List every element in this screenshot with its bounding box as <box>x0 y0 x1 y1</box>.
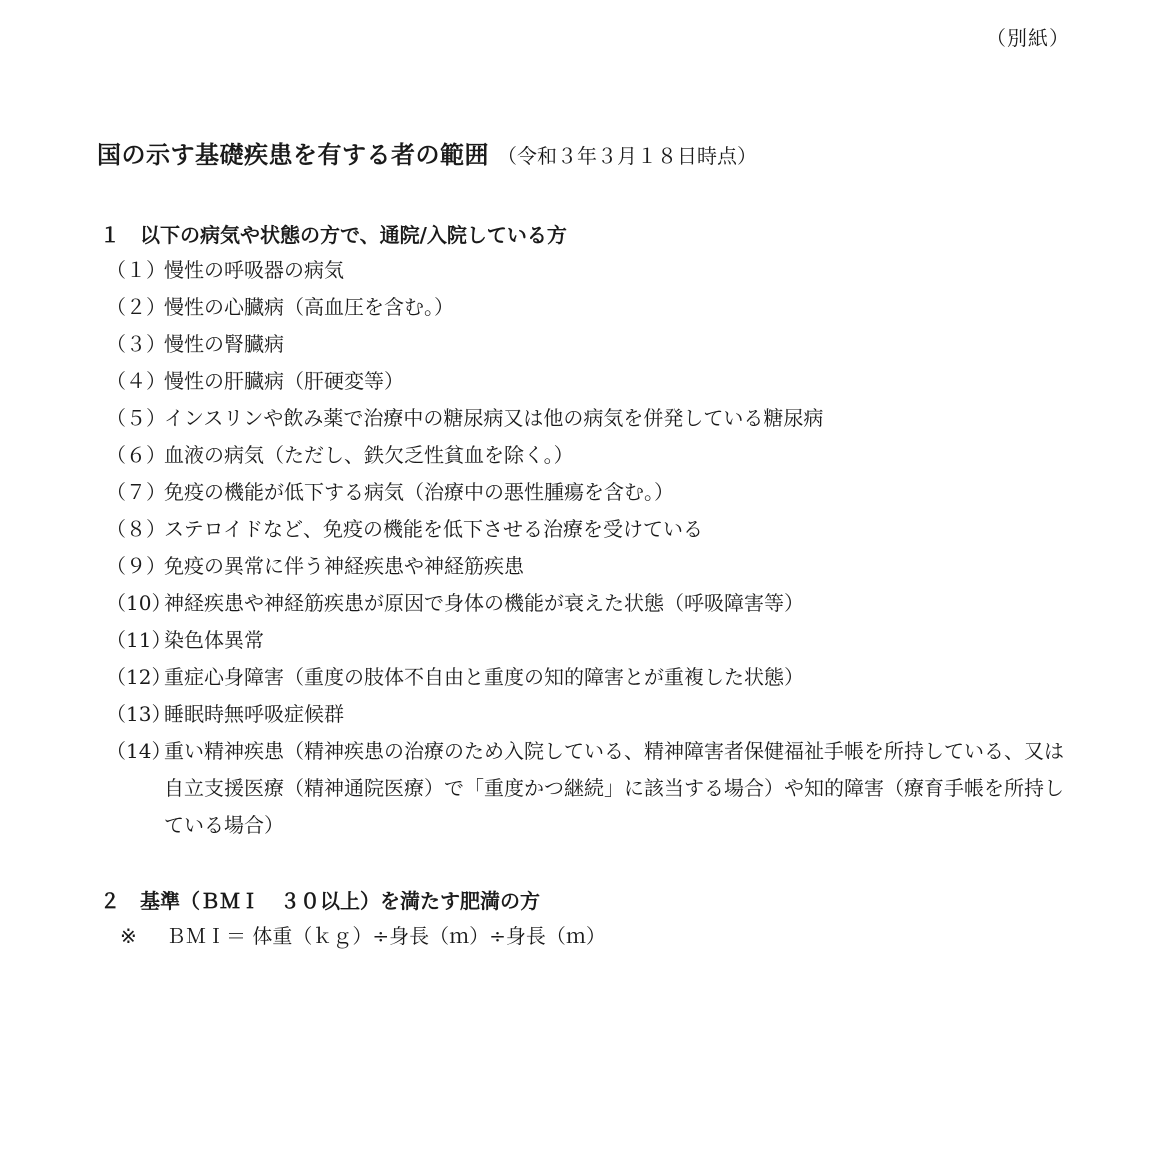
section-2-heading-text: 基準（ＢＭＩ ３０以上）を満たす肥満の方 <box>140 889 540 913</box>
list-item-marker: （７） <box>106 480 166 504</box>
list-item <box>100 252 1072 289</box>
list-item-marker: （１） <box>106 258 166 282</box>
list-item-marker: （４） <box>106 369 166 393</box>
list-item-text: 睡眠時無呼吸症候群 <box>164 702 344 726</box>
title-date: （令和３年３月１８日時点） <box>497 144 757 168</box>
list-item-text: 染色体異常 <box>164 628 264 652</box>
section-1-heading-text: 以下の病気や状態の方で、通院/入院している方 <box>140 223 567 247</box>
section-2-heading <box>100 884 606 918</box>
list-item-text: 慢性の呼吸器の病気 <box>164 258 344 282</box>
list-item <box>100 289 1072 326</box>
list-item <box>100 363 1072 400</box>
list-item-marker: （６） <box>106 443 166 467</box>
list-item-marker: （９） <box>106 554 166 578</box>
list-item <box>100 659 1072 696</box>
list-item-text: 免疫の異常に伴う神経疾患や神経筋疾患 <box>164 554 524 578</box>
list-item-text: 慢性の肝臓病（肝硬変等） <box>164 369 404 393</box>
bmi-note <box>100 918 606 955</box>
list-item-marker: （14） <box>106 739 172 763</box>
list-item <box>100 548 1072 585</box>
list-item-text: 慢性の腎臓病 <box>164 332 284 356</box>
note-mark: ※ <box>120 924 137 948</box>
list-item-marker: （８） <box>106 517 166 541</box>
list-item <box>100 474 1072 511</box>
list-item-marker: （２） <box>106 295 166 319</box>
list-item-marker: （３） <box>106 332 166 356</box>
list-item <box>100 585 1072 622</box>
condition-list <box>100 252 1072 844</box>
list-item <box>100 696 1072 733</box>
list-item-marker: （10） <box>106 591 172 615</box>
section-2 <box>100 884 606 955</box>
list-item-marker: （12） <box>106 665 172 689</box>
section-1 <box>100 218 1072 844</box>
list-item <box>100 733 1072 844</box>
section-1-number: １ <box>100 223 120 247</box>
list-item-text: 慢性の心臓病（高血圧を含む。） <box>164 295 454 319</box>
list-item <box>100 511 1072 548</box>
list-item-marker: （５） <box>106 406 166 430</box>
document-title <box>97 135 757 170</box>
list-item <box>100 326 1072 363</box>
list-item-text: 血液の病気（ただし、鉄欠乏性貧血を除く。） <box>164 443 574 467</box>
list-item-text: インスリンや飲み薬で治療中の糖尿病又は他の病気を併発している糖尿病 <box>164 406 824 430</box>
list-item-text: ステロイドなど、免疫の機能を低下させる治療を受けている <box>164 517 703 541</box>
list-item <box>100 622 1072 659</box>
section-2-number: ２ <box>100 889 120 913</box>
list-item-marker: （11） <box>106 628 172 652</box>
list-item <box>100 400 1072 437</box>
section-1-heading <box>100 218 1072 252</box>
attachment-label: （別紙） <box>986 26 1070 50</box>
list-item-marker: （13） <box>106 702 172 726</box>
list-item-text: 神経疾患や神経筋疾患が原因で身体の機能が衰えた状態（呼吸障害等） <box>164 591 804 615</box>
list-item-text: 重症心身障害（重度の肢体不自由と重度の知的障害とが重複した状態） <box>164 665 804 689</box>
list-item-text: 重い精神疾患（精神疾患の治療のため入院している、精神障害者保健福祉手帳を所持している、又は自立支援医療（精神通院医療）で「重度かつ継続」に該当する場合）や知的障害（療育手帳を所持している場合） <box>164 739 1064 837</box>
bmi-formula: ＢＭＩ＝ 体重（ｋｇ）÷身長（ｍ）÷身長（ｍ） <box>166 924 606 948</box>
title-main: 国の示す基礎疾患を有する者の範囲 <box>97 141 489 169</box>
list-item-text: 免疫の機能が低下する病気（治療中の悪性腫瘍を含む。） <box>164 480 674 504</box>
list-item <box>100 437 1072 474</box>
